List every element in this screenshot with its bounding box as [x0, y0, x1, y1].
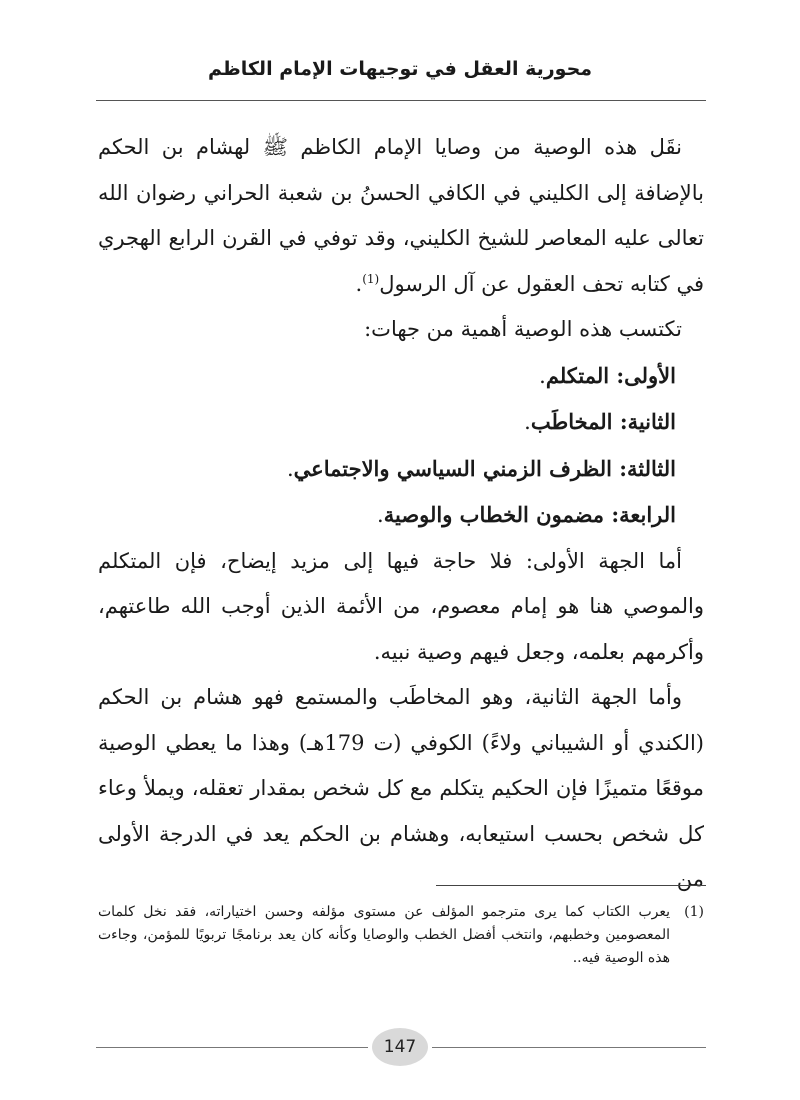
aspect-item	[98, 353, 704, 400]
aspect-end: .	[286, 456, 294, 481]
aspect-end: .	[524, 410, 531, 434]
footnote-body	[98, 901, 704, 970]
paragraph-2: أما الجهة الأولى: فلا حاجة فيها إلى مزيد إيضاح، فإن المتكلم والموصي هنا هو إمام معصوم، من الأئمة الذين أوجب الله طاعتهم، وأكرمهم بعلمه، وجعل فيهم وصية نبيه.	[98, 548, 704, 664]
paragraph-1-end: .	[355, 271, 363, 296]
aspect-end: .	[377, 503, 384, 527]
footnote	[98, 901, 704, 970]
paragraph-3: وأما الجهة الثانية، وهو المخاطَب والمستمع فهو هشام بن الحكم (الكندي أو الشيباني ولاءً) الكوفي (ت 179هـ) وهذا ما يعطي الوصية موقعًا متميزًا فإن الحكيم يتكلم مع كل شخص بمقدار تعقله، ويملأ وعاء كل شخص بحسب استيعابه، وهشام بن الحكم يعد في الدرجة الأولى من	[98, 685, 704, 891]
intro-line: تكتسب هذه الوصية أهمية من جهات:	[364, 317, 682, 341]
aspect-end: .	[539, 363, 546, 388]
paragraph-1-text: نقَل هذه الوصية من وصايا الإمام الكاظم ﷺ لهشام بن الحكم بالإضافة إلى الكليني في الكافي الحسنُ بن شعبة الحراني رضوان الله تعالى عليه المعاصر للشيخ الكليني، وقد توفي في القرن الرابع الهجري في كتابه تحف العقول عن آل الرسول	[98, 135, 704, 296]
footnote-rule	[436, 885, 706, 886]
header-rule	[96, 100, 706, 101]
footer-rule-left	[96, 1047, 368, 1048]
main-text	[98, 125, 704, 903]
aspect-label: الأولى: المتكلم	[545, 362, 676, 388]
paragraph-1	[98, 125, 704, 307]
footnote-text: يعرب الكتاب كما يرى مترجمو المؤلف عن مستوى مؤلفه وحسن اختياراته، فقد نخل كلمات المعصومين وخطبهم، وانتخب أفضل الخطب والوصايا وكأنه كان يعد برنامجًا تربويًا للمؤمن، وجاءت هذه الوصية فيه..	[98, 904, 670, 966]
aspect-item	[98, 399, 704, 446]
aspect-item	[98, 446, 704, 493]
footnote-number: (1)	[684, 904, 704, 920]
running-title: محورية العقل في توجيهات الإمام الكاظم	[207, 58, 593, 80]
footer-rule-right	[432, 1047, 706, 1048]
page-number: 147	[372, 1028, 428, 1066]
aspect-item	[98, 492, 704, 539]
aspect-label: الرابعة: مضمون الخطاب والوصية	[383, 502, 676, 527]
footnote-reference[interactable]: (1)	[362, 271, 380, 286]
aspect-label: الثالثة: الظرف الزمني السياسي والاجتماعي	[293, 455, 676, 481]
aspect-label: الثانية: المخاطَب	[530, 409, 676, 434]
